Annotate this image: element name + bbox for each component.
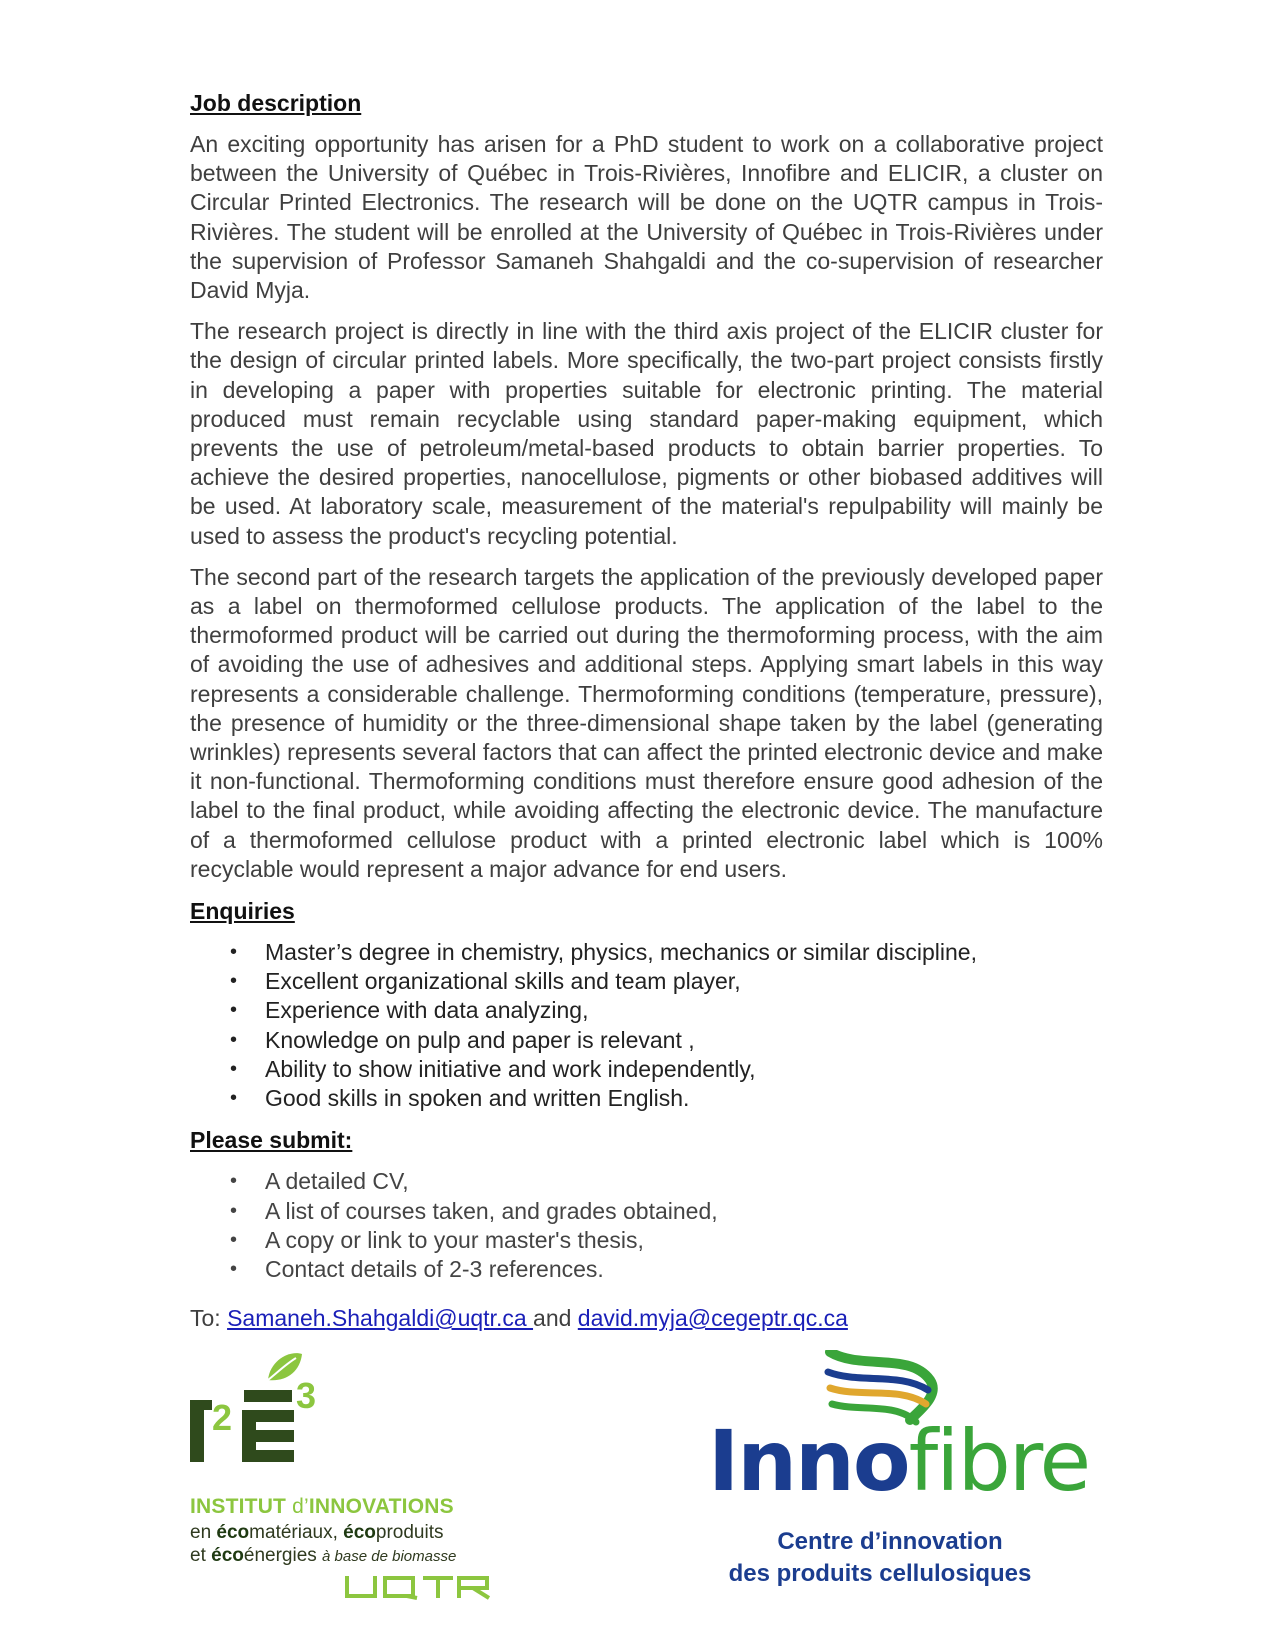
list-item: • A copy or link to your master's thesis,	[230, 1226, 644, 1253]
uqtr-wordmark-icon	[345, 1574, 495, 1600]
submit-list	[190, 1167, 1103, 1284]
job-description-heading: Job description	[190, 90, 362, 116]
list-item: • Excellent organizational skills and team player,	[230, 968, 741, 995]
list-item: • A detailed CV,	[230, 1168, 409, 1195]
contact-prefix: To:	[190, 1305, 228, 1332]
job-paragraph-2: The research project is directly in line with the third axis project of the ELICIR cluster for the design of circular printed labels. More specifically, the two-part project consists firstly in developing a paper with properties suitable for electronic printing. The material produced must remain recyclable using standard paper-making equipment, which prevents the use of petroleum/metal-based products to obtain barrier properties. To achieve the desired properties, nanocellulose, pigments or other biobased additives will be used. At laboratory scale, measurement of the material's repulpability will mainly be used to assess the product's recycling potential.	[190, 318, 1103, 549]
document-body	[190, 88, 1103, 1333]
email-link-myja[interactable]: david.myja@cegeptr.qc.ca	[577, 1305, 848, 1332]
list-item: • A list of courses taken, and grades obtained,	[230, 1197, 718, 1224]
list-item: • Experience with data analyzing,	[230, 997, 589, 1024]
list-item: • Master’s degree in chemistry, physics, mechanics or similar discipline,	[230, 939, 977, 966]
innofibre-logo	[700, 1350, 1120, 1610]
contact-joiner: and	[533, 1305, 578, 1332]
list-item: • Contact details of 2-3 references.	[230, 1255, 604, 1282]
list-item: • Ability to show initiative and work independently,	[230, 1055, 756, 1082]
svg-text:2: 2	[212, 1397, 233, 1438]
svg-text:3: 3	[296, 1375, 317, 1416]
contact-line	[190, 1304, 1103, 1333]
job-paragraph-3: The second part of the research targets the application of the previously developed paper as a label on thermoformed cellulose products. The application of the label to the thermoformed product will be carried out during the thermoforming process, with the aim of avoiding the use of adhesives and additional steps. Applying smart labels in this way represents a considerable challenge. Thermoforming conditions (temperature, pressure), the presence of humidity or the three-dimensional shape taken by the label (generating wrinkles) represents several factors that can affect the printed electronic device and make it non-functional. Thermoforming conditions must therefore ensure good adhesion of the label to the final product, while avoiding affecting the electronic device. The manufacture of a thermoformed cellulose product with a printed electronic label which is 100% recyclable would represent a major advance for end users.	[190, 563, 1103, 882]
i2e3-subtitle-1: en écomatériaux, écoproduits	[190, 1522, 444, 1543]
email-link-shahgaldi[interactable]: Samaneh.Shahgaldi@uqtr.ca	[227, 1305, 534, 1332]
list-item: • Knowledge on pulp and paper is relevant ,	[230, 1026, 695, 1053]
i2e3-title: INSTITUT d’INNOVATIONS	[190, 1495, 454, 1518]
i2e3-logo	[190, 1352, 510, 1602]
innofibre-subtitle-1: Centre d’innovation	[777, 1528, 1003, 1555]
enquiries-heading: Enquiries	[190, 898, 295, 925]
job-paragraph-1: An exciting opportunity has arisen for a PhD student to work on a collaborative project between the University of Québec in Trois-Rivières, Innofibre and ELICIR, a cluster on Circular Printed Electronics. The research will be done on the UQTR campus in Trois-Rivières. The student will be enrolled at the University of Québec in Trois-Rivières under the supervision of Professor Samaneh Shahgaldi and the co-supervision of researcher David Myja.	[190, 131, 1103, 304]
please-submit-heading: Please submit:	[190, 1127, 353, 1154]
list-item: • Good skills in spoken and written English.	[230, 1085, 690, 1112]
innofibre-wordmark: Innofibre	[708, 1412, 1090, 1510]
innofibre-subtitle-2: des produits cellulosiques	[728, 1560, 1032, 1587]
enquiries-list	[190, 938, 1103, 1113]
i2e3-mark-icon	[190, 1352, 510, 1497]
i2e3-subtitle-2: et écoénergies à base de biomasse	[190, 1545, 457, 1566]
